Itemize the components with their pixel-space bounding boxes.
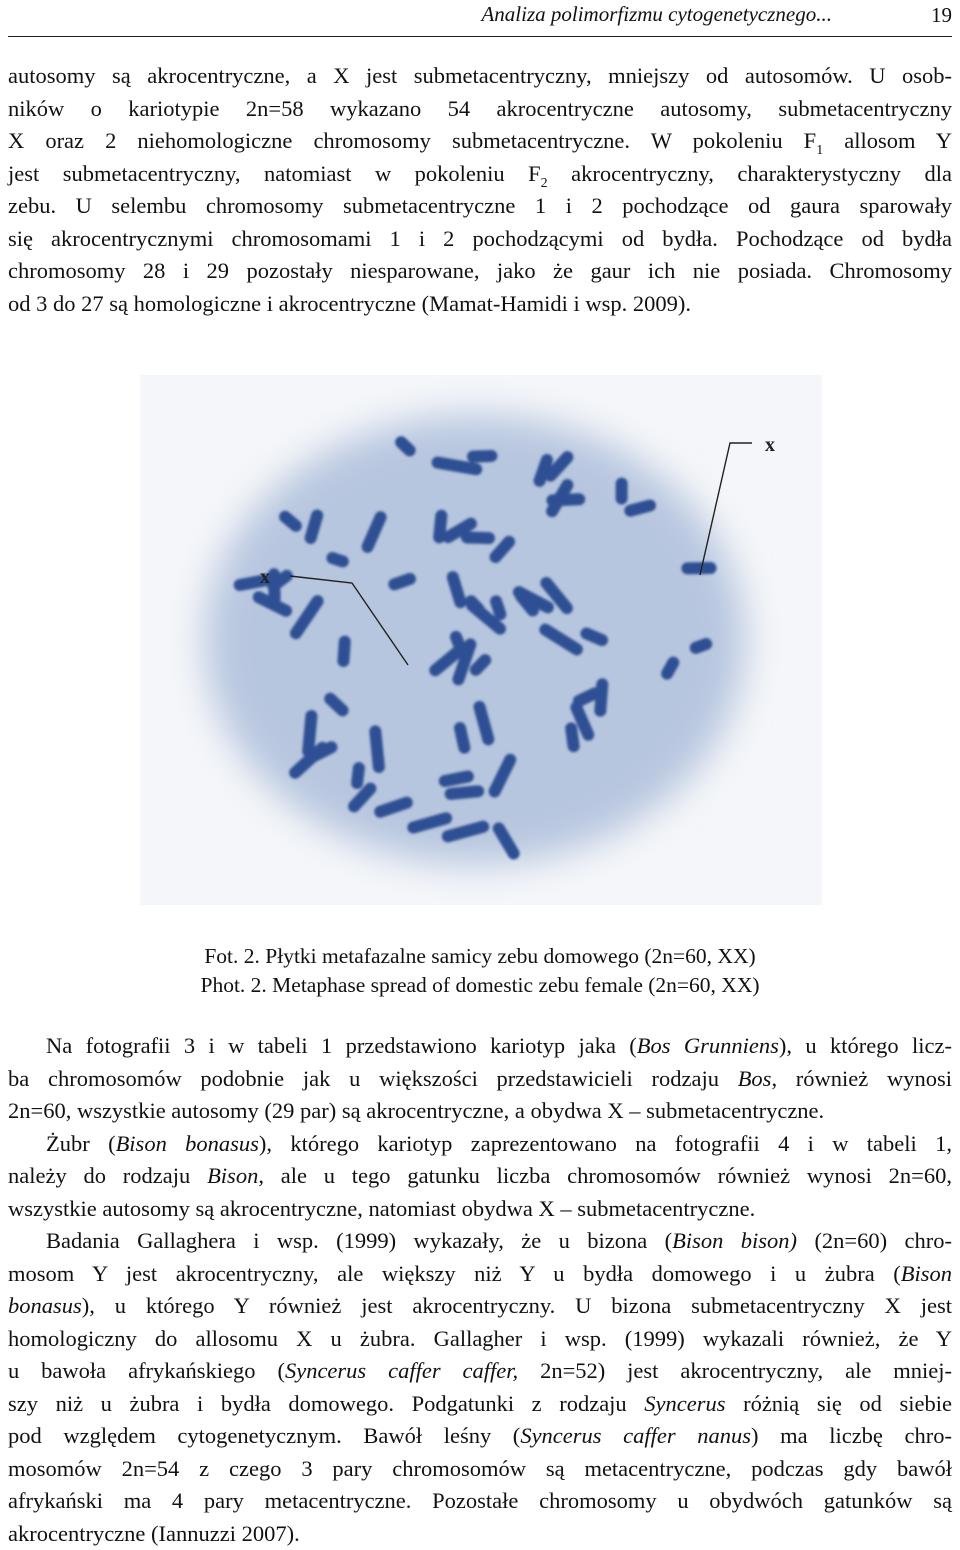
- paragraph-main: [8, 1030, 952, 1550]
- text-run: ), którego kariotyp zaprezentowano na fotografii 4 i w tabeli 1,: [259, 1131, 952, 1156]
- text-line: [8, 1063, 952, 1096]
- text-run: , również wynosi: [771, 1066, 952, 1091]
- italic-species-name: Bison bonasus: [116, 1131, 259, 1156]
- italic-species-name: Bison: [207, 1163, 258, 1188]
- metaphase-photo: [140, 375, 822, 905]
- text-run: zebu. U selembu chromosomy submetacentryczne 1 i 2 pochodzące od gaura sparowały: [8, 193, 952, 218]
- text-line: [8, 125, 952, 158]
- text-run: X oraz 2 niehomologiczne chromosomy submetacentryczne. W pokoleniu F: [8, 128, 816, 153]
- text-line: [8, 190, 952, 223]
- chromosome-shape: [616, 478, 628, 505]
- page-number: 19: [931, 3, 952, 28]
- italic-species-name: Bison: [901, 1261, 952, 1286]
- text-run: ników o kariotypie 2n=58 wykazano 54 akrocentryczne autosomy, submetacentryczny: [8, 96, 952, 121]
- text-run: mosom Y jest akrocentryczny, ale większy niż Y u bydła domowego i u żubra (: [8, 1261, 901, 1286]
- chromosome-shape: [467, 450, 498, 463]
- running-header: [8, 0, 952, 37]
- text-run: ), u którego licz-: [779, 1033, 952, 1058]
- text-run: się akrocentrycznymi chromosomami 1 i 2 pochodzącymi od bydła. Pochodzące od bydła: [8, 226, 952, 251]
- text-line: [8, 223, 952, 256]
- caption-english: Phot. 2. Metaphase spread of domestic zebu female (2n=60, XX): [0, 971, 960, 999]
- subscript: 2: [541, 176, 548, 191]
- text-line: [8, 288, 952, 321]
- text-line: [8, 1518, 952, 1550]
- text-run: szy niż u żubra i bydła domowego. Podgatunki z rodzaju: [8, 1391, 644, 1416]
- text-run: Na fotografii 3 i w tabeli 1 przedstawiono kariotyp jaka (: [46, 1033, 637, 1058]
- italic-species-name: Bos: [738, 1066, 772, 1091]
- text-line: [8, 1030, 952, 1063]
- italic-species-name: Bos Grunniens: [637, 1033, 779, 1058]
- text-line: [8, 1453, 952, 1486]
- running-title: Analiza polimorfizmu cytogenetycznego...: [481, 2, 832, 27]
- text-line: [8, 93, 952, 126]
- subscript: 1: [816, 143, 823, 158]
- text-line: [8, 1420, 952, 1453]
- text-line: [8, 60, 952, 93]
- text-run: homologiczny do allosomu X u żubra. Gallagher i wsp. (1999) wykazali również, że Y: [8, 1326, 952, 1351]
- text-line: [8, 1225, 952, 1258]
- text-line: [8, 1323, 952, 1356]
- text-run: akrocentryczne (Iannuzzi 2007).: [8, 1521, 300, 1546]
- text-line: [8, 1290, 952, 1323]
- text-line: [8, 1193, 952, 1226]
- text-run: , ale u tego gatunku liczba chromosomów również wynosi 2n=60,: [258, 1163, 952, 1188]
- text-line: [8, 1258, 952, 1291]
- text-run: u bawoła afrykańskiego (: [8, 1358, 285, 1383]
- text-run: afrykański ma 4 pary metacentryczne. Pozostałe chromosomy u obydwóch gatunków są: [8, 1488, 952, 1513]
- italic-species-name: Bison bison): [672, 1228, 797, 1253]
- text-run: 2n=52) jest akrocentryczny, ale mniej-: [518, 1358, 952, 1383]
- text-run: pod względem cytogenetycznym. Bawół leśny (: [8, 1423, 520, 1448]
- text-run: ba chromosomów podobnie jak u większości przedstawicieli rodzaju: [8, 1066, 738, 1091]
- text-run: 2n=60, wszystkie autosomy (29 par) są akrocentryczne, a obydwa X – submetacentryczne.: [8, 1098, 824, 1123]
- italic-species-name: bonasus: [8, 1293, 82, 1318]
- chromosome-shape: [461, 531, 495, 544]
- text-line: [8, 1355, 952, 1388]
- text-line: [8, 1485, 952, 1518]
- italic-species-name: Syncerus caffer caffer,: [285, 1358, 518, 1383]
- x-label-left: x: [260, 566, 270, 588]
- text-line: [8, 1160, 952, 1193]
- paragraph-top: [8, 60, 952, 320]
- text-run: Żubr (: [46, 1131, 116, 1156]
- text-line: [8, 1128, 952, 1161]
- text-line: [8, 1388, 952, 1421]
- caption-polish: Fot. 2. Płytki metafazalne samicy zebu domowego (2n=60, XX): [0, 942, 960, 970]
- text-run: Badania Gallaghera i wsp. (1999) wykazały, że u bizona (: [46, 1228, 672, 1253]
- text-run: ), u którego Y również jest akrocentryczny. U bizona submetacentryczny X jest: [82, 1293, 952, 1318]
- text-run: akrocentryczny, charakterystyczny dla: [548, 161, 952, 186]
- text-line: [8, 1095, 952, 1128]
- chromosome-shape: [337, 635, 351, 667]
- text-run: różnią się od siebie: [726, 1391, 953, 1416]
- text-run: autosomy są akrocentryczne, a X jest submetacentryczny, mniejszy od autosomów. U osob-: [8, 63, 952, 88]
- italic-species-name: Syncerus: [644, 1391, 725, 1416]
- text-run: ) ma liczbę chro-: [751, 1423, 952, 1448]
- text-line: [8, 158, 952, 191]
- x-label-right: x: [765, 434, 775, 456]
- text-run: od 3 do 27 są homologiczne i akrocentryczne (Mamat-Hamidi i wsp. 2009).: [8, 291, 691, 316]
- text-run: jest submetacentryczny, natomiast w pokoleniu F: [8, 161, 541, 186]
- text-run: (2n=60) chro-: [797, 1228, 952, 1253]
- text-run: wszystkie autosomy są akrocentryczne, natomiast obydwa X – submetacentryczne.: [8, 1196, 755, 1221]
- italic-species-name: Syncerus caffer nanus: [520, 1423, 751, 1448]
- text-run: należy do rodzaju: [8, 1163, 207, 1188]
- chromosome-shape: [681, 562, 716, 574]
- text-line: [8, 255, 952, 288]
- text-run: allosom Y: [823, 128, 952, 153]
- text-run: mosomów 2n=54 z czego 3 pary chromosomów są metacentryczne, podczas gdy bawół: [8, 1456, 952, 1481]
- text-run: chromosomy 28 i 29 pozostały niesparowane, jako że gaur ich nie posiada. Chromosomy: [8, 258, 952, 283]
- chromosome-spread-image: [140, 375, 822, 905]
